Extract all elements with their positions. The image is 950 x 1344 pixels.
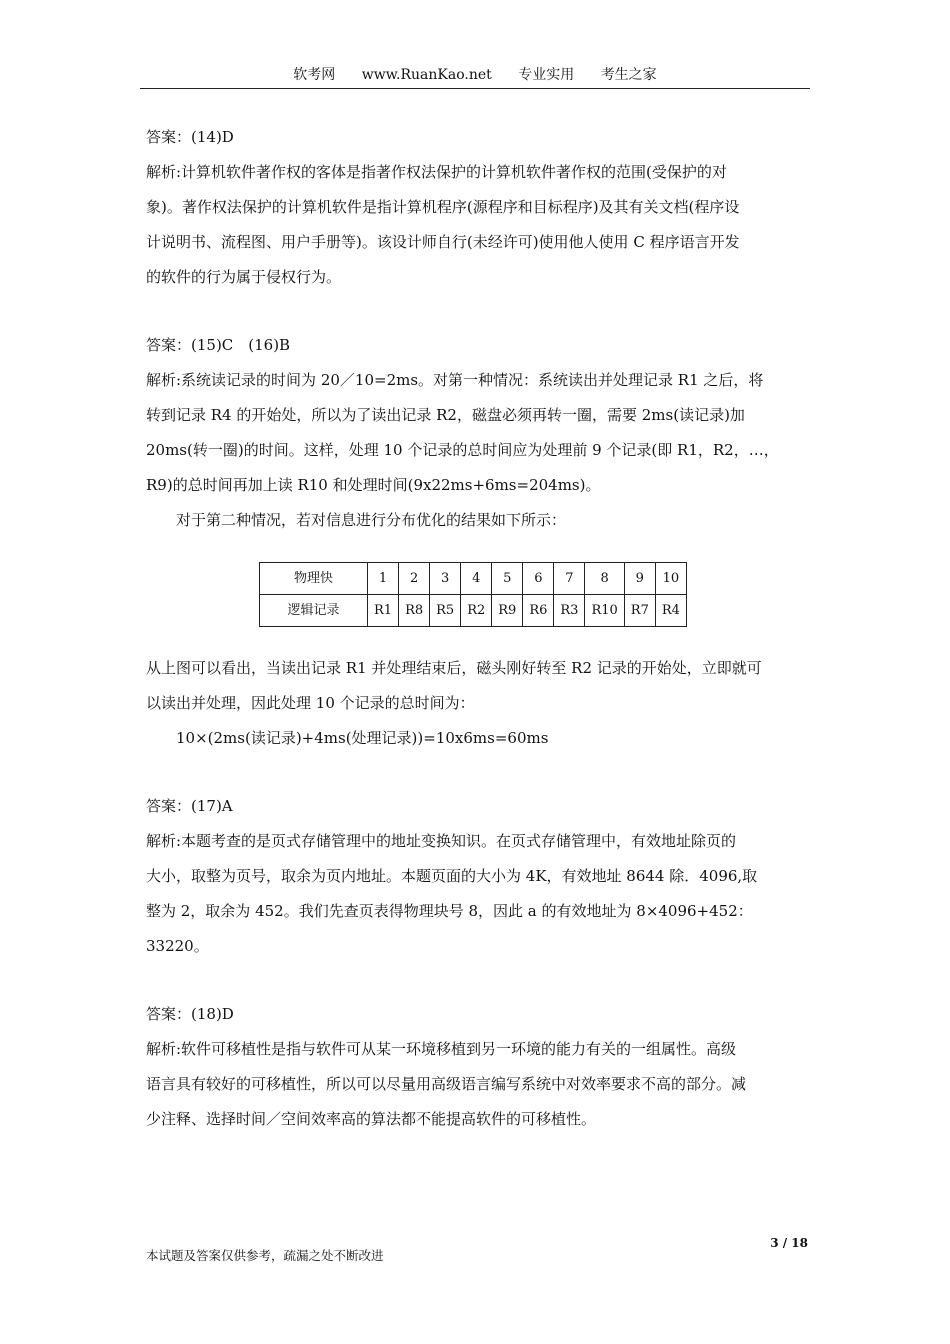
table-cell: 10 <box>655 563 686 595</box>
analysis-17-line-3: 整为 2，取余为 452。我们先查页表得物理块号 8，因此 a 的有效地址为 8×4096+452：33220。 <box>146 902 753 955</box>
table-cell: 7 <box>554 563 585 595</box>
table-cell: 4 <box>461 563 492 595</box>
block-record-table <box>259 562 687 627</box>
page-header <box>140 64 810 89</box>
table-cell: 9 <box>624 563 655 595</box>
analysis-17-line-2: 大小，取整为页号，取余为页内地址。本题页面的大小为 4K，有效地址 8644 除．4096,取 <box>146 867 758 885</box>
table-cell: R9 <box>492 595 523 627</box>
answer-18: 答案：(18)D <box>146 1005 234 1023</box>
analysis-14-line-3: 计说明书、流程图、用户手册等)。该设计师自行(未经许可)使用他人使用 C 程序语言开发 <box>146 233 740 251</box>
table-row-logical <box>260 595 687 627</box>
page-footer: 本试题及答案仅供参考，疏漏之处不断改进 <box>146 1248 384 1263</box>
row-label-logical: 逻辑记录 <box>260 595 368 627</box>
table-cell: R6 <box>523 595 554 627</box>
table-cell: R8 <box>399 595 430 627</box>
analysis-14-line-4: 的软件的行为属于侵权行为。 <box>146 268 342 286</box>
analysis-18-line-3: 少注释、选择时间／空间效率高的算法都不能提高软件的可移植性。 <box>146 1110 597 1128</box>
slogan-1: 专业实用 <box>518 67 575 83</box>
analysis-14-line-1: 解析:计算机软件著作权的客体是指著作权法保护的计算机软件著作权的范围(受保护的对 <box>146 163 727 181</box>
table-cell: R5 <box>430 595 461 627</box>
table-cell: 5 <box>492 563 523 595</box>
analysis-15-line-4: R9)的总时间再加上读 R10 和处理时间(9x22ms+6ms=204ms)。 <box>146 476 601 494</box>
analysis-18-line-1: 解析:软件可移植性是指与软件可从某一环境移植到另一环境的能力有关的一组属性。高级 <box>146 1040 737 1058</box>
row-label-physical: 物理快 <box>260 563 368 595</box>
table-cell: R7 <box>624 595 655 627</box>
answer-17: 答案：(17)A <box>146 797 233 815</box>
table-cell: 6 <box>523 563 554 595</box>
analysis-15-line-1: 解析:系统读记录的时间为 20／10=2ms。对第一种情况：系统读出并处理记录 R1 之后，将 <box>146 371 764 389</box>
formula: 10×(2ms(读记录)+4ms(处理记录))=10x6ms=60ms <box>176 729 549 747</box>
analysis-15-after-line-2: 以读出并处理，因此处理 10 个记录的总时间为： <box>146 694 475 712</box>
table-cell: R3 <box>554 595 585 627</box>
analysis-15-line-2: 转到记录 R4 的开始处，所以为了读出记录 R2，磁盘必须再转一圈，需要 2ms(读记录)加 <box>146 406 745 424</box>
analysis-14-line-2: 象)。著作权法保护的计算机软件是指计算机程序(源程序和目标程序)及其有关文档(程序设 <box>146 198 740 216</box>
analysis-18-line-2: 语言具有较好的可移植性，所以可以尽量用高级语言编写系统中对效率要求不高的部分。减 <box>146 1075 747 1093</box>
answer-15-16: 答案：(15)C (16)B <box>146 336 291 354</box>
analysis-15-intro: 对于第二种情况，若对信息进行分布优化的结果如下所示： <box>176 511 567 529</box>
document-body <box>146 120 810 1137</box>
answer-14: 答案：(14)D <box>146 128 234 146</box>
page-number: 3 / 18 <box>770 1236 808 1250</box>
table-cell: R4 <box>655 595 686 627</box>
analysis-15-after-line-1: 从上图可以看出，当读出记录 R1 并处理结束后，磁头刚好转至 R2 记录的开始处，立即就可 <box>146 659 762 677</box>
table-cell: R2 <box>461 595 492 627</box>
table-cell: 1 <box>368 563 399 595</box>
table-cell: R10 <box>585 595 624 627</box>
table-cell: 3 <box>430 563 461 595</box>
site-name: 软考网 <box>293 67 336 83</box>
table-row-physical <box>260 563 687 595</box>
table-cell: 2 <box>399 563 430 595</box>
analysis-15-line-3: 20ms(转一圈)的时间。这样，处理 10 个记录的总时间应为处理前 9 个记录(即 R1，R2，…， <box>146 441 779 459</box>
table-cell: R1 <box>368 595 399 627</box>
table-cell: 8 <box>585 563 624 595</box>
analysis-17-line-1: 解析:本题考查的是页式存储管理中的地址变换知识。在页式存储管理中，有效地址除页的 <box>146 832 737 850</box>
slogan-2: 考生之家 <box>600 67 657 83</box>
site-url[interactable]: www.RuanKao.net <box>361 67 492 83</box>
